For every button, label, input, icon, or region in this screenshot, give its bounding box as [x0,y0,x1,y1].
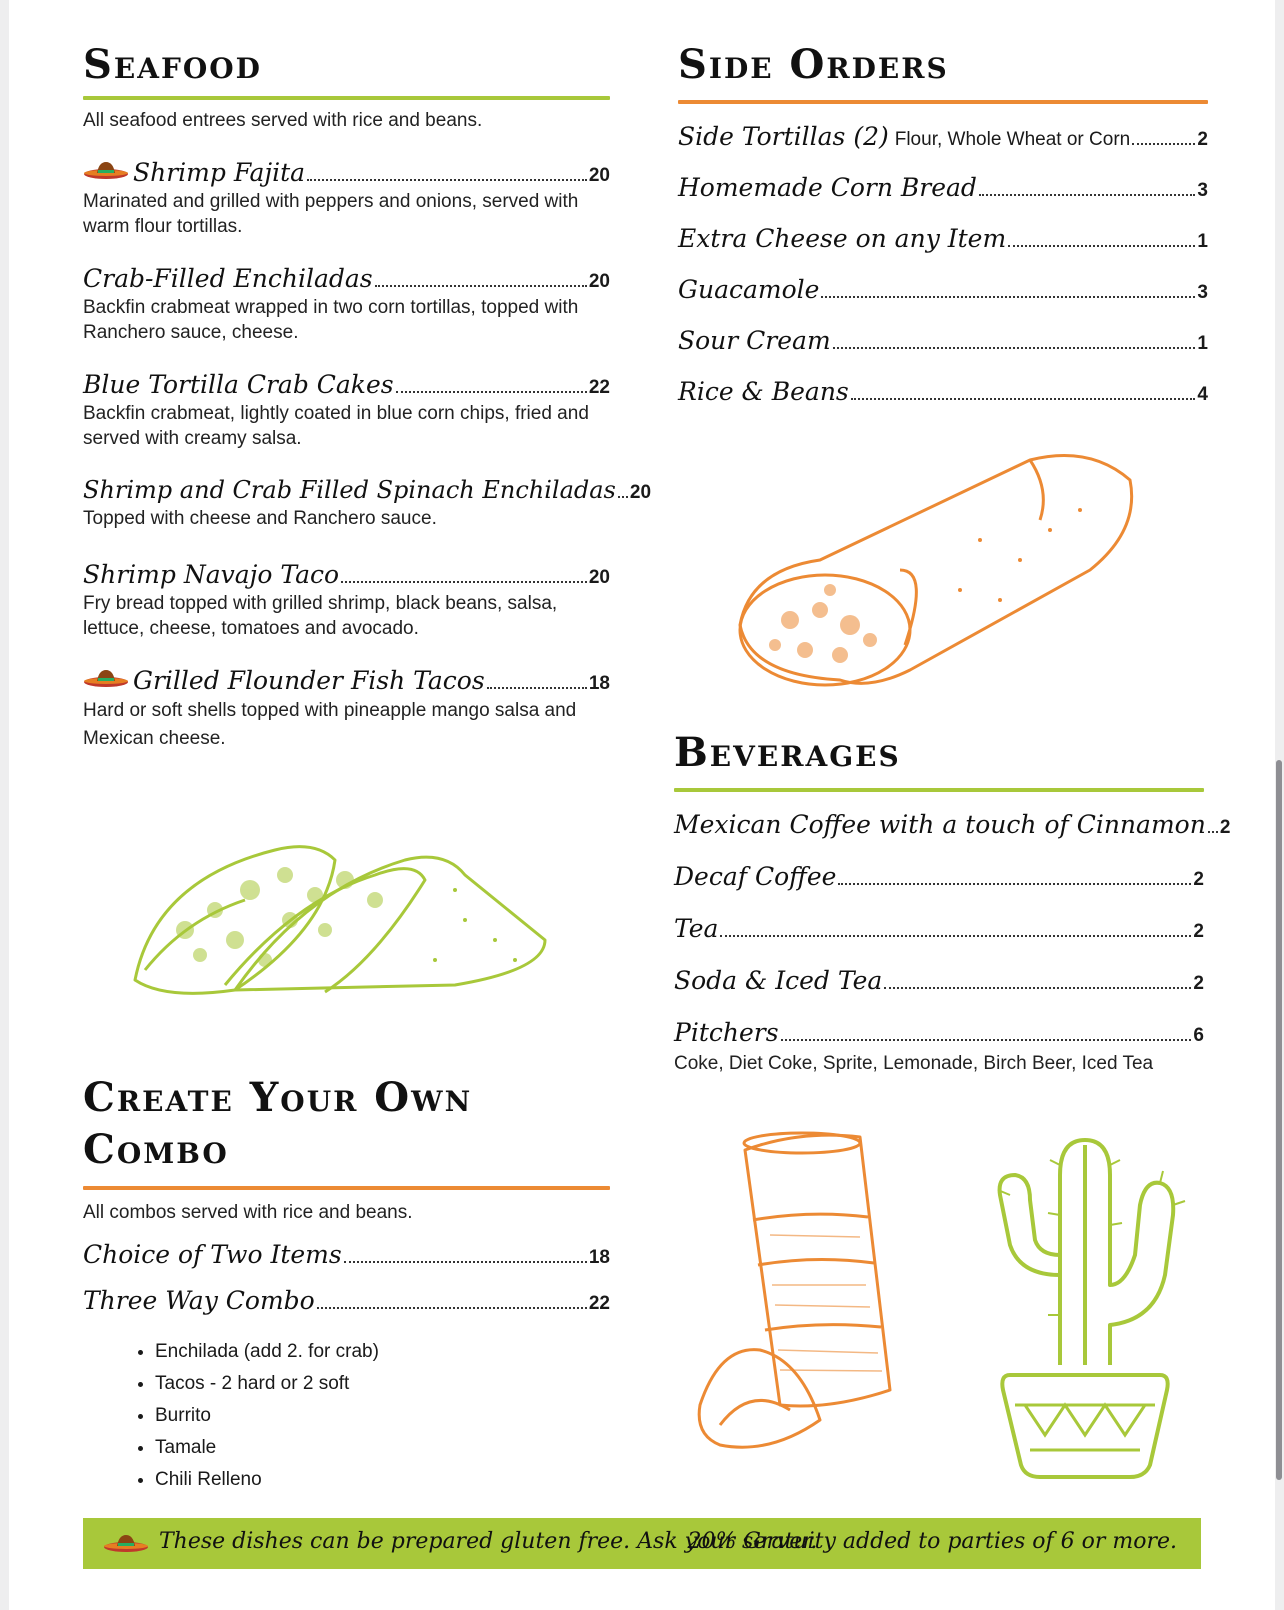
item-name: Extra Cheese on any Item [678,224,1007,253]
combo-options-list [83,1336,379,1496]
dot-leader [396,391,587,393]
dot-leader [618,496,628,498]
sombrero-icon [83,667,129,689]
page-margin-left [0,0,9,1610]
dot-leader [344,1261,587,1263]
menu-item-three-way [83,1286,610,1315]
sides-divider [678,100,1208,104]
combo-title [83,1072,610,1176]
item-name: Decaf Coffee [674,862,837,891]
item-name: Mexican Coffee with a touch of Cinnamon [674,810,1206,839]
scrollbar-thumb[interactable] [1276,760,1282,1480]
dot-leader [720,935,1191,937]
pitcher-options: Coke, Diet Coke, Sprite, Lemonade, Birch Beer, Iced Tea [674,1053,1154,1074]
item-name: Blue Tortilla Crab Cakes [83,370,394,399]
footer-banner [83,1518,1201,1569]
item-price: 3 [1197,180,1208,201]
combo-section [83,1072,610,1224]
menu-item-guacamole [678,275,1208,304]
beverages-divider [674,788,1204,792]
item-name: Rice & Beans [678,377,849,406]
sombrero-icon [83,159,129,181]
menu-item-spinach-enchiladas [83,476,652,531]
combo-title-line1: Create Your Own [83,1074,473,1121]
item-name: Crab-Filled Enchiladas [83,264,373,293]
combo-divider [83,1186,610,1190]
item-description: Topped with cheese and Ranchero sauce. [83,508,437,529]
dot-leader [487,687,587,689]
menu-item-tea [674,914,1204,943]
seafood-note: All seafood entrees served with rice and beans. [83,110,483,131]
menu-item-corn-bread [678,173,1208,202]
seafood-divider [83,96,610,100]
dot-leader [375,285,587,287]
beverages-menu-list [674,810,1231,1080]
item-price: 20 [629,482,652,503]
dot-leader [781,1039,1192,1041]
dot-leader [341,581,587,583]
sides-menu-list [678,122,1208,422]
item-price: 2 [1193,869,1204,890]
menu-item-mexican-coffee [674,810,1231,839]
item-name: Grilled Flounder Fish Tacos [133,666,485,695]
item-name: Shrimp Fajita [133,158,306,187]
item-name: Shrimp and Crab Filled Spinach Enchiladas [83,476,616,504]
item-name: Shrimp Navajo Taco [83,560,340,589]
item-price: 22 [588,1293,610,1314]
item-price: 2 [1219,817,1231,838]
gluten-free-note: These dishes can be prepared gluten free. Ask your server. [159,1529,818,1554]
menu-item-two-items [83,1240,610,1269]
item-price: 2 [1197,129,1208,150]
item-price: 2 [1193,921,1204,942]
item-name: Guacamole [678,275,820,304]
sombrero-icon [103,1532,149,1554]
item-description: Backfin crabmeat, lightly coated in blue corn chips, fried and served with creamy salsa. [83,403,589,449]
item-price: 22 [588,377,610,398]
sides-section [678,40,1208,104]
taco-illustration [125,820,555,1010]
item-name: Sour Cream [678,326,831,355]
dot-leader [851,398,1196,400]
item-price: 1 [1197,231,1208,252]
menu-item-crab-enchiladas [83,264,610,345]
dot-leader [979,194,1196,196]
menu-item-side-tortillas [678,122,1208,151]
menu-item-soda [674,966,1204,995]
burrito-illustration [730,450,1140,690]
item-price: 4 [1197,384,1208,405]
item-price: 2 [1193,973,1204,994]
item-name: Soda & Iced Tea [674,966,883,995]
combo-title-line2: Combo [83,1126,229,1173]
item-price: 20 [588,567,610,588]
seafood-menu-list [83,158,652,758]
seafood-section [83,40,610,132]
item-name: Three Way Combo [83,1286,315,1315]
item-price: 18 [588,673,610,694]
item-name: Homemade Corn Bread [678,173,977,202]
menu-item-fish-tacos [83,666,610,753]
list-item: • Chili Relleno [155,1464,379,1496]
combo-menu-list [83,1240,610,1320]
menu-item-extra-cheese [678,224,1208,253]
dot-leader [1132,143,1195,145]
dot-leader [1208,831,1218,833]
sides-title: Side Orders [678,41,949,88]
menu-item-rice-beans [678,377,1208,406]
item-description: Hard or soft shells topped with pineapple mango salsa and Mexican cheese. [83,700,577,749]
item-price: 20 [588,165,610,186]
item-extra: Flour, Whole Wheat or Corn [894,129,1131,150]
list-item: • Tacos - 2 hard or 2 soft [155,1368,379,1400]
gratuity-note: 20% Gratuity added to parties of 6 or more. [687,1529,1177,1554]
beverages-title: Beverages [674,729,901,776]
dot-leader [317,1307,587,1309]
item-price: 6 [1193,1025,1204,1046]
item-price: 1 [1197,333,1208,354]
dot-leader [884,987,1191,989]
menu-item-crab-cakes [83,370,610,451]
list-item: • Burrito [155,1400,379,1432]
seafood-title: Seafood [83,41,262,88]
cactus-illustration [985,1135,1200,1480]
item-price: 18 [588,1247,610,1268]
menu-item-navajo-taco [83,560,610,641]
menu-item-shrimp-fajita [83,158,610,239]
dot-leader [838,883,1191,885]
item-name: Tea [674,914,719,943]
dot-leader [833,347,1196,349]
menu-item-sour-cream [678,326,1208,355]
item-name: Side Tortillas (2) [678,122,889,151]
list-item: • Tamale [155,1432,379,1464]
item-name: Pitchers [674,1018,779,1047]
item-price: 3 [1197,282,1208,303]
item-description: Fry bread topped with grilled shrimp, black beans, salsa, lettuce, cheese, tomatoes and avocado. [83,593,558,639]
menu-item-decaf [674,862,1204,891]
menu-item-pitchers [674,1018,1204,1076]
combo-note: All combos served with rice and beans. [83,1202,413,1223]
dot-leader [1008,245,1195,247]
item-description: Backfin crabmeat wrapped in two corn tortillas, topped with Ranchero sauce, cheese. [83,297,579,343]
item-price: 20 [588,271,610,292]
list-item: • Enchilada (add 2. for crab) [155,1336,379,1368]
drink-glass-illustration [690,1125,930,1465]
dot-leader [307,179,587,181]
item-name: Choice of Two Items [83,1240,342,1269]
dot-leader [821,296,1195,298]
item-description: Marinated and grilled with peppers and onions, served with warm flour tortillas. [83,191,579,237]
beverages-section [674,728,1204,792]
